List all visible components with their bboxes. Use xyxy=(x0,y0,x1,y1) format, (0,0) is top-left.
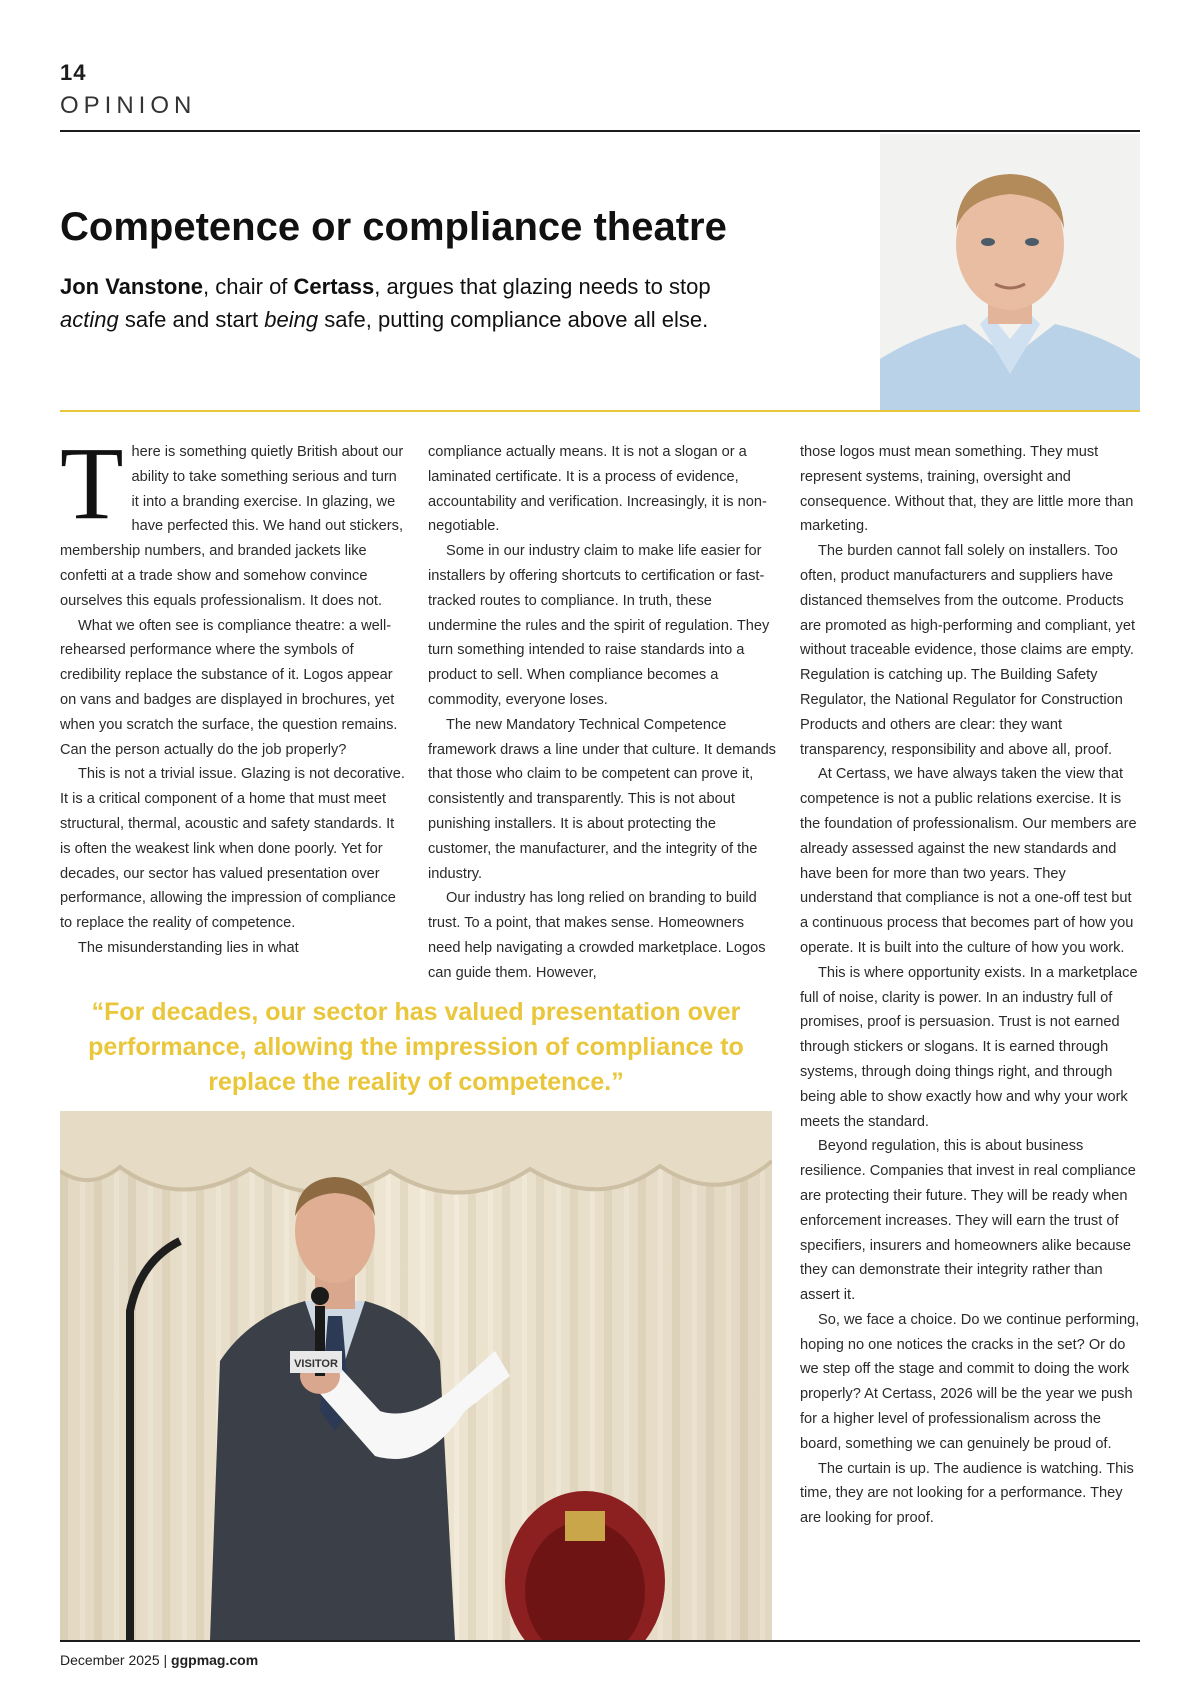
article-column-3 xyxy=(800,440,1142,1531)
pull-quote: “For decades, our sector has valued presentation over performance, allowing the impression of compliance to replace the reality of competence.” xyxy=(88,998,744,1096)
yellow-divider xyxy=(60,410,1140,412)
paragraph-continued: compliance actually means. It is not a slogan or a laminated certificate. It is a process of evidence, accountability and verification. Increasingly, it is non-negotiable. xyxy=(428,444,767,535)
issue-date: December 2025 xyxy=(60,1652,160,1668)
paragraph: The curtain is up. The audience is watching. This time, they are not looking for a performance. They are looking for proof. xyxy=(800,1460,1134,1527)
article-column-2 xyxy=(428,440,776,986)
bottom-divider xyxy=(60,1640,1140,1642)
paragraph: The misunderstanding lies in what xyxy=(78,939,299,956)
paragraph: At Certass, we have always taken the view that competence is not a public relations exercise. It is the foundation of professionalism. Our members are already assessed against the new standards and have been for more than two years. They understand that compliance is not a one-off test but a continuous process that becomes part of how you operate. It is built into the culture of how you work. xyxy=(800,766,1137,956)
paragraph: This is not a trivial issue. Glazing is not decorative. It is a critical component of a home that must meet structural, thermal, acoustic and safety standards. It is often the weakest link when done poorly. Yet for decades, our sector has valued presentation over performance, allowing the impression of compliance to replace the reality of competence. xyxy=(60,766,405,932)
page-footer xyxy=(60,1652,258,1668)
paragraph: The new Mandatory Technical Competence framework draws a line under that culture. It demands that those who claim to be competent can prove it, consistently and transparently. This is not about punishing installers. It is about protecting the customer, the manufacturer, and the integrity of the industry. xyxy=(428,716,776,882)
section-label: OPINION xyxy=(60,92,197,119)
paragraph: Beyond regulation, this is about business resilience. Companies that invest in real compliance are protecting their future. They will be ready when enforcement increases. They will earn the trust of specifiers, insurers and homeowners alike because they can demonstrate their integrity rather than assert it. xyxy=(800,1138,1136,1304)
author-portrait xyxy=(880,134,1140,410)
top-divider xyxy=(60,130,1140,132)
paragraph: This is where opportunity exists. In a marketplace full of noise, clarity is power. In an industry full of promises, proof is persuasion. Trust is not earned through stickers or slogans. It is earned through systems, through doing things right, and through being able to show exactly how and why your work meets the standard. xyxy=(800,964,1138,1130)
visitor-badge: VISITOR xyxy=(294,1358,338,1370)
article-column-1 xyxy=(60,426,408,961)
paragraph-continued: those logos must mean something. They must represent systems, training, oversight and consequence. Without that, they are little more than marketing. xyxy=(800,444,1134,535)
author-name: Jon Vanstone xyxy=(60,274,204,299)
page-number: 14 xyxy=(60,60,87,85)
drop-cap: T xyxy=(60,426,124,541)
paragraph: Some in our industry claim to make life easier for installers by offering shortcuts to certification or fast-tracked routes to compliance. In truth, these undermine the rules and the spirit of regulation. They turn something intended to raise standards into a product to sell. When compliance becomes a commodity, everyone loses. xyxy=(428,543,770,708)
footer-separator: | xyxy=(159,1652,172,1668)
first-paragraph: There is something quietly British about our ability to take something serious and turn it into a branding exercise. In glazing, we have perfected this. We hand out stickers, membership numbers, and branded jackets like confetti at a trade show and somehow convince ourselves this equals professionalism. It does not. xyxy=(60,426,404,609)
paragraph: The burden cannot fall solely on installers. Too often, product manufacturers and suppliers have distanced themselves from the outcome. Products are promoted as high-performing and compliant, yet without traceable evidence, those claims are empty. Regulation is catching up. The Building Safety Regulator, the National Regulator for Construction Products and others are clear: they want transparency, responsibility and above all, proof. xyxy=(800,543,1136,758)
article-title: Competence or compliance theatre xyxy=(60,205,727,249)
standfirst: Jon Vanstone, chair of Certass, argues that glazing needs to stop acting safe and start being safe, putting compliance above all else. xyxy=(60,274,711,332)
paragraph: So, we face a choice. Do we continue performing, hoping no one notices the cracks in the set? Or do we step off the stage and commit to doing the work properly? At Certass, 2026 will be the year we push for a higher level of professionalism across the board, something we can genuinely be proud of. xyxy=(800,1311,1140,1452)
website-link[interactable]: ggpmag.com xyxy=(171,1652,259,1668)
speaker-photo xyxy=(60,1111,772,1640)
paragraph: What we often see is compliance theatre: a well-rehearsed performance where the symbols of credibility replace the substance of it. Logos appear on vans and badges are displayed in brochures, yet when you scratch the surface, the question remains. Can the person actually do the job properly? xyxy=(60,617,398,758)
organisation-name: Certass xyxy=(293,274,375,299)
paragraph: Our industry has long relied on branding to build trust. To a point, that makes sense. Homeowners need help navigating a crowded marketplace. Logos can guide them. However, xyxy=(428,890,766,981)
